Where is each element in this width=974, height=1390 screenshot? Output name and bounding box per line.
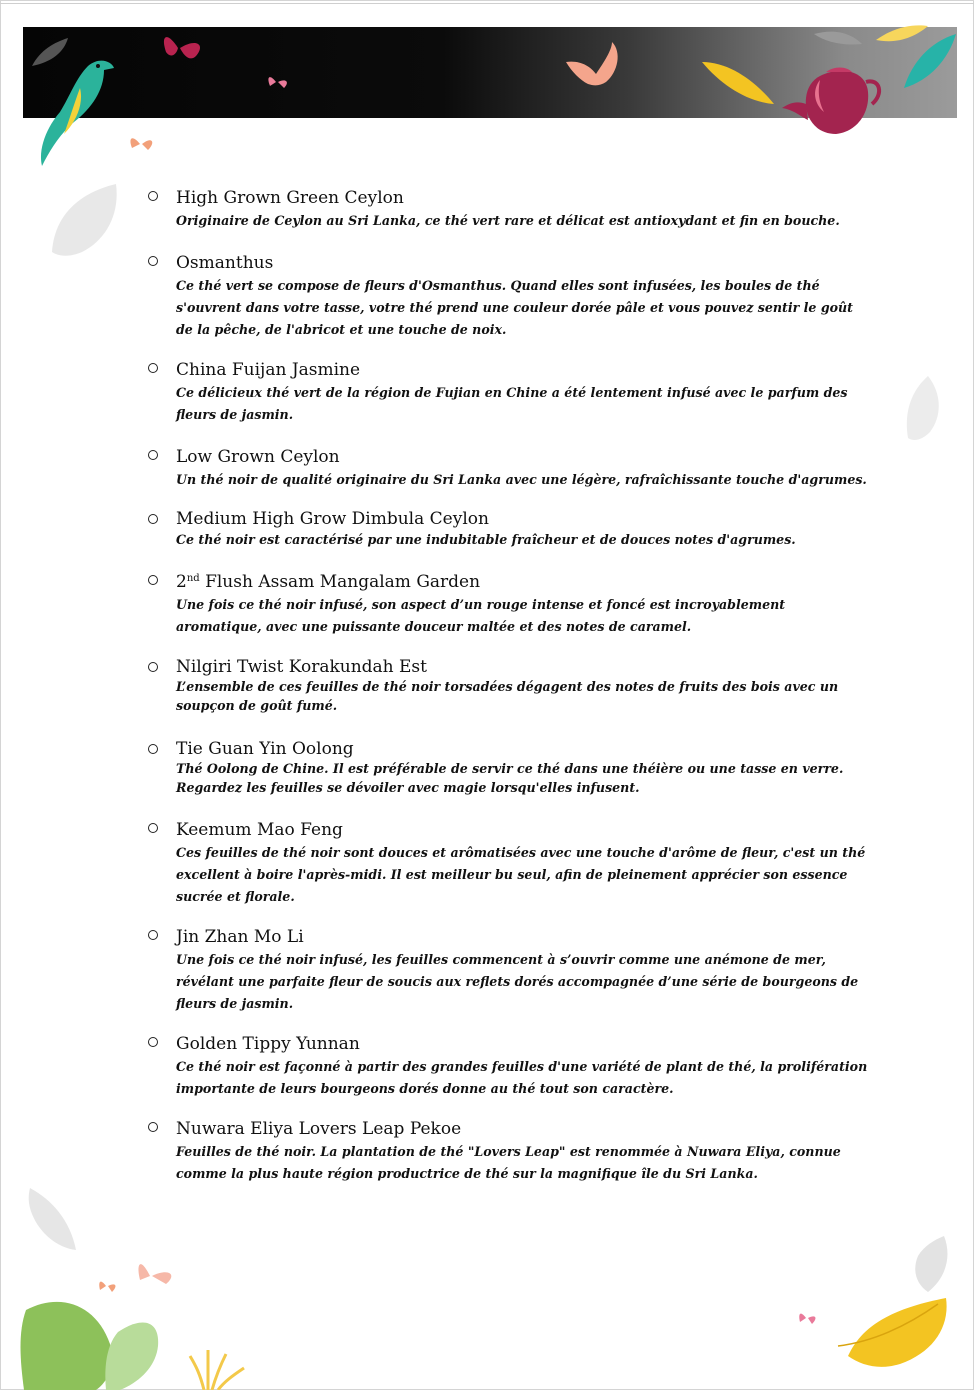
butterfly-icon-3 (130, 138, 152, 150)
tea-name: Osmanthus (176, 253, 274, 273)
bullet-icon (148, 744, 158, 754)
tea-name: Keemum Mao Feng (176, 820, 343, 840)
tea-description: Une fois ce thé noir infusé, les feuilles commencent à s’ouvrir comme une anémone de mer, révélant une parfaite fleur de soucis aux reflets dorés accompagnée d’une série de bourgeons de fleurs de jasmin. (176, 952, 859, 1011)
tea-description: Ce thé noir est caractérisé par une indubitable fraîcheur et de douces notes d'agrumes. (176, 532, 796, 547)
bullet-icon (148, 256, 158, 266)
tea-description: Ces feuilles de thé noir sont douces et arômatisées avec une touche d'arôme de fleur, c'est un thé excellent à boire l'après-midi. Il est meilleur bu seul, afin de pleinement apprécier son essence sucrée et florale. (176, 845, 866, 904)
green-leaf-icon (21, 1302, 113, 1390)
list-item (140, 509, 870, 551)
tea-menu-list (140, 186, 870, 1185)
tea-description: Feuilles de thé noir. La plantation de thé "Lovers Leap" est renommée à Nuwara Eliya, connue comme la plus haute région productrice de thé sur la magnifique île du Sri Lanka. (176, 1144, 841, 1181)
list-item (140, 186, 870, 232)
grey-leaf-icon (32, 38, 68, 66)
grey-leaf-icon-2 (814, 32, 862, 45)
bird-icon (41, 61, 114, 166)
light-green-leaf-icon (105, 1323, 158, 1390)
bullet-icon (148, 575, 158, 585)
bullet-icon (148, 930, 158, 940)
yellow-leaf-icon (702, 62, 774, 104)
list-item (140, 1117, 870, 1185)
tea-description: Un thé noir de qualité originaire du Sri Lanka avec une légère, rafraîchissante touche d'agrumes. (176, 472, 867, 487)
teapot-icon (782, 68, 879, 135)
bullet-icon (148, 191, 158, 201)
tea-name: Nilgiri Twist Korakundah Est (176, 657, 427, 677)
bullet-icon (148, 514, 158, 524)
tea-name: Tie Guan Yin Oolong (176, 739, 354, 759)
tea-description: Originaire de Ceylon au Sri Lanka, ce thé vert rare et délicat est antioxydant et fin en bouche. (176, 213, 840, 228)
tea-description: Ce thé vert se compose de fleurs d'Osmanthus. Quand elles sont infusées, les boules de thé s'ouvrent dans votre tasse, votre thé prend une couleur dorée pâle et vous pouvez sentir le goût de la pêche, de l'abricot et une touche de noix. (176, 278, 854, 337)
list-item (140, 925, 870, 1015)
list-item (140, 445, 870, 491)
tea-name: 2nd Flush Assam Mangalam Garden (176, 572, 481, 592)
grey-leaf-icon-6 (915, 1236, 947, 1292)
list-item (140, 251, 870, 341)
list-item (140, 818, 870, 908)
tea-name: China Fuijan Jasmine (176, 360, 361, 380)
bullet-icon (148, 1037, 158, 1047)
butterfly-icon-1 (164, 37, 200, 58)
teal-leaf-icon (904, 34, 956, 88)
list-item (140, 657, 870, 715)
dove-icon (566, 42, 618, 85)
tea-description: Une fois ce thé noir infusé, son aspect d’un rouge intense et foncé est incroyablement aromatique, avec une puissante douceur maltée et des notes de caramel. (176, 597, 786, 634)
tea-name: Nuwara Eliya Lovers Leap Pekoe (176, 1119, 462, 1139)
header-decorations (0, 0, 974, 180)
grey-leaf-icon-5 (29, 1188, 76, 1250)
tea-name: Low Grown Ceylon (176, 447, 340, 467)
tea-name: Golden Tippy Yunnan (176, 1034, 360, 1054)
bullet-icon (148, 363, 158, 373)
list-item (140, 570, 870, 638)
grey-leaf-icon-4 (907, 376, 939, 440)
list-item (140, 739, 870, 797)
tea-description: L’ensemble de ces feuilles de thé noir torsadées dégagent des notes de fruits des bois avec un soupçon de goût fumé. (176, 679, 839, 713)
list-item (140, 358, 870, 426)
tea-name: High Grown Green Ceylon (176, 188, 404, 208)
bullet-icon (148, 450, 158, 460)
bullet-icon (148, 662, 158, 672)
tea-name: Jin Zhan Mo Li (176, 927, 304, 947)
tea-description: Ce délicieux thé vert de la région de Fujian en Chine a été lentement infusé avec le parfum des fleurs de jasmin. (176, 385, 848, 422)
butterfly-icon-4 (138, 1264, 171, 1284)
butterfly-icon-5 (99, 1282, 115, 1292)
flower-icon (190, 1350, 244, 1390)
list-item (140, 1032, 870, 1100)
yellow-leaf-icon-2 (876, 25, 928, 41)
butterfly-icon-6 (799, 1314, 815, 1324)
grey-leaf-icon-3 (52, 184, 117, 256)
bullet-icon (148, 1122, 158, 1132)
bullet-icon (148, 823, 158, 833)
butterfly-icon-2 (268, 77, 286, 88)
tea-description: Ce thé noir est façonné à partir des grandes feuilles d'une variété de plant de thé, la prolifération importante de leurs bourgeons dorés donne au thé tout son caractère. (176, 1059, 868, 1096)
tea-description: Thé Oolong de Chine. Il est préférable de servir ce thé dans une théière ou une tasse en verre. Regardez les feuilles se dévoiler avec magie lorsqu'elles infusent. (176, 761, 844, 795)
tea-name: Medium High Grow Dimbula Ceylon (176, 509, 489, 529)
